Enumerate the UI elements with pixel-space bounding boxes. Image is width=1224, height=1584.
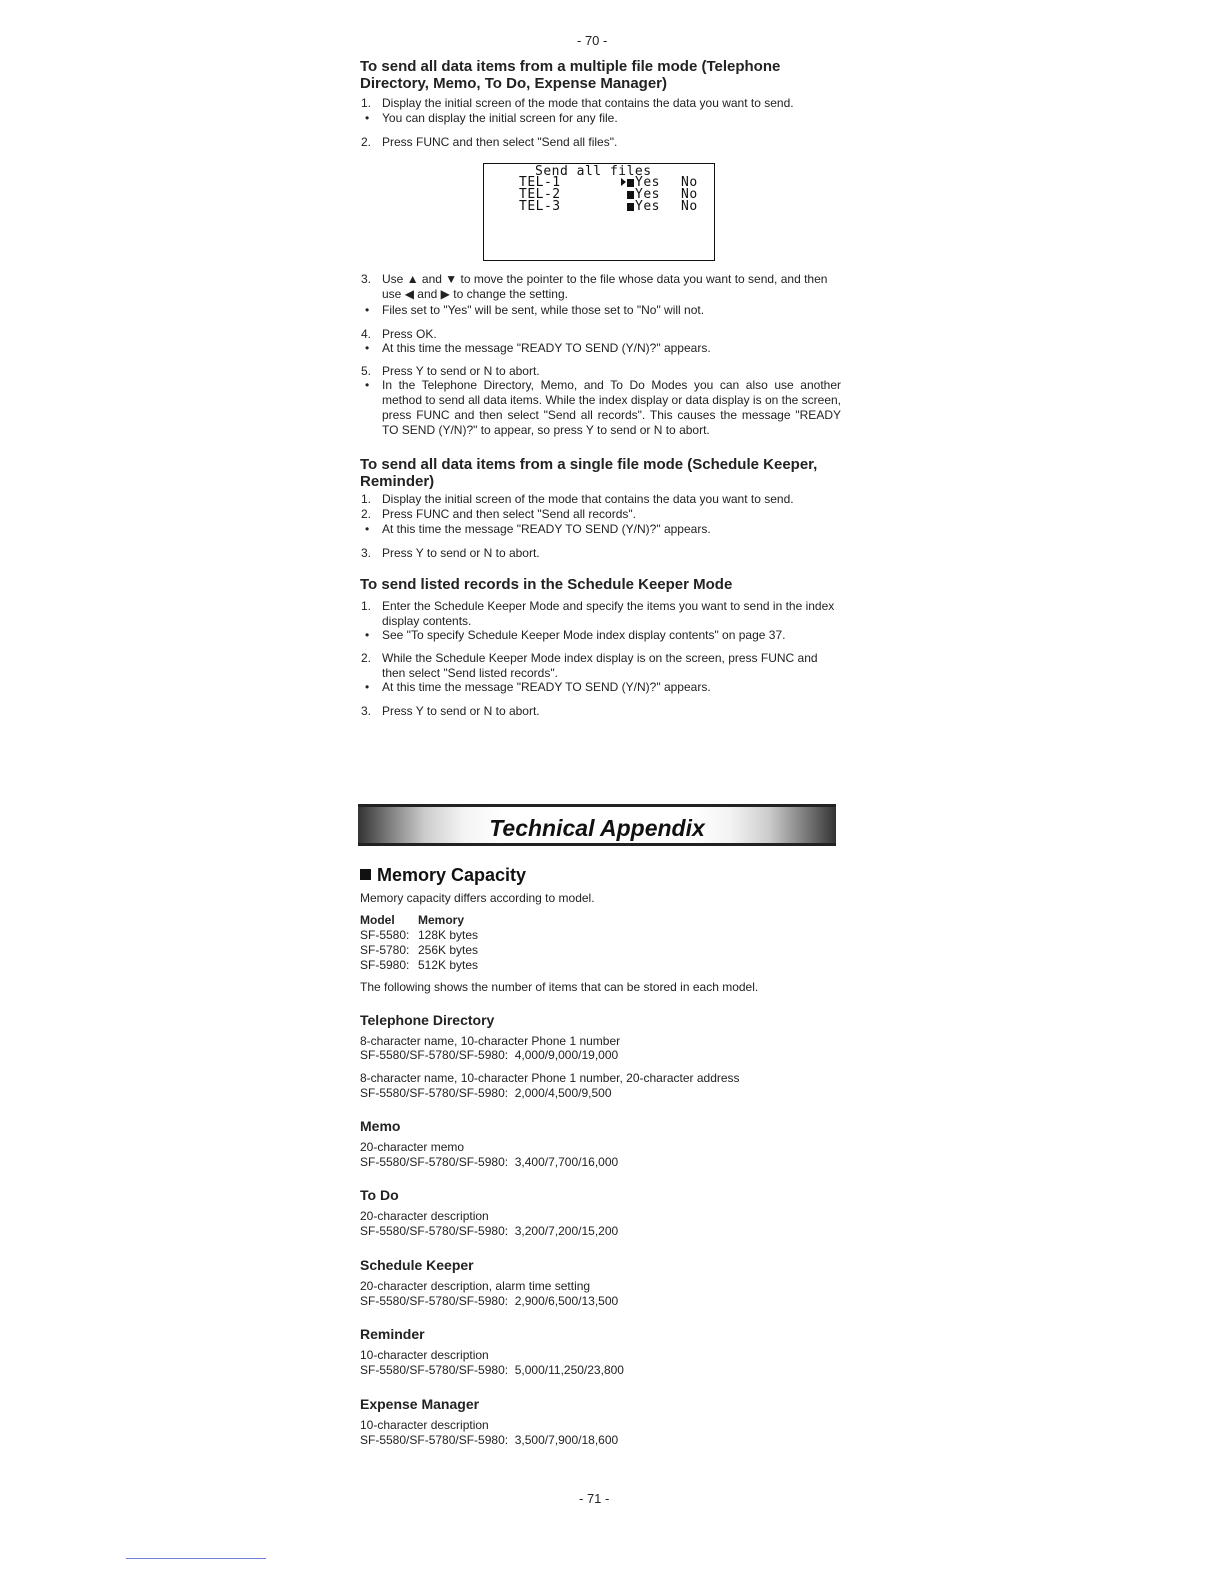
bullet-icon: • bbox=[365, 341, 370, 355]
bullet-note bbox=[361, 341, 841, 356]
step-text: Display the initial screen of the mode that contains the data you want to send. bbox=[382, 96, 794, 110]
step-2 bbox=[361, 507, 841, 522]
right-arrow-icon: ▶ bbox=[440, 287, 450, 301]
capacity-line: 10-character description bbox=[360, 1418, 489, 1432]
lcd-row-no: No bbox=[681, 175, 698, 190]
capacity-line: 20-character description bbox=[360, 1209, 489, 1223]
table-header-memory: Memory bbox=[418, 913, 465, 927]
lcd-row-yes bbox=[627, 201, 660, 213]
heading-single-file-mode: To send all data items from a single file mode (Schedule Keeper, Reminder) bbox=[360, 456, 818, 490]
table-header bbox=[360, 913, 478, 928]
bullet-icon: • bbox=[365, 303, 370, 317]
bullet-note bbox=[361, 378, 841, 438]
memory-table bbox=[360, 913, 478, 973]
capacity-line: SF-5580/SF-5780/SF-5980: 2,900/6,500/13,500 bbox=[360, 1294, 619, 1308]
capacity-line: SF-5580/SF-5780/SF-5980: 4,000/9,000/19,000 bbox=[360, 1048, 619, 1062]
table-cell-model: SF-5780: bbox=[360, 943, 410, 957]
selected-marker-icon bbox=[627, 191, 634, 199]
lcd-title: Send all files bbox=[535, 164, 652, 179]
square-bullet-icon bbox=[360, 869, 371, 880]
pointer-icon bbox=[621, 178, 626, 186]
section-title-expense-manager: Expense Manager bbox=[360, 1396, 480, 1412]
table-row bbox=[360, 928, 478, 943]
step-number: 4. bbox=[361, 327, 372, 341]
step-text: Press FUNC and then select "Send all records". bbox=[382, 507, 636, 521]
bullet-text: At this time the message "READY TO SEND (Y/N)?" appears. bbox=[382, 341, 711, 355]
technical-appendix-banner bbox=[358, 804, 836, 846]
up-arrow-icon: ▲ bbox=[406, 272, 419, 286]
step-text: Press Y to send or N to abort. bbox=[382, 704, 540, 718]
step-number: 3. bbox=[361, 546, 372, 560]
capacity-line: SF-5580/SF-5780/SF-5980: 3,200/7,200/15,200 bbox=[360, 1224, 619, 1238]
table-cell-model: SF-5580: bbox=[360, 928, 410, 942]
lcd-yes-label: Yes bbox=[635, 199, 660, 214]
capacity-line: SF-5580/SF-5780/SF-5980: 5,000/11,250/23,800 bbox=[360, 1363, 624, 1377]
step-4 bbox=[361, 327, 841, 342]
step-number: 1. bbox=[361, 492, 372, 506]
left-arrow-icon: ◀ bbox=[404, 287, 414, 301]
table-cell-model: SF-5980: bbox=[360, 958, 410, 972]
heading-multiple-file-mode: To send all data items from a multiple file mode (Telephone Directory, Memo, To Do, Expense Manager) bbox=[360, 58, 781, 92]
step-number: 2. bbox=[361, 135, 372, 149]
bullet-icon: • bbox=[365, 111, 370, 125]
capacity-line: 20-character description, alarm time setting bbox=[360, 1279, 591, 1293]
capacity-line: 8-character name, 10-character Phone 1 number, 20-character address bbox=[360, 1071, 740, 1085]
step-3 bbox=[361, 272, 841, 302]
table-cell-memory: 128K bytes bbox=[418, 928, 479, 942]
capacity-line: SF-5580/SF-5780/SF-5980: 3,500/7,900/18,600 bbox=[360, 1433, 619, 1447]
step-1 bbox=[361, 599, 841, 629]
step-text: Enter the Schedule Keeper Mode and specify the items you want to send in the index display contents. bbox=[382, 599, 835, 628]
lcd-row-no: No bbox=[681, 187, 698, 202]
lcd-yes-label: Yes bbox=[635, 187, 660, 202]
capacity-line: 8-character name, 10-character Phone 1 number bbox=[360, 1034, 621, 1048]
step-text: While the Schedule Keeper Mode index display is on the screen, press FUNC and then select "Send listed records". bbox=[382, 651, 818, 680]
step-text: Press Y to send or N to abort. bbox=[382, 364, 540, 378]
section-title-reminder: Reminder bbox=[360, 1326, 425, 1342]
step-number: 2. bbox=[361, 651, 372, 665]
selected-marker-icon bbox=[627, 179, 634, 187]
step-text: Press OK. bbox=[382, 327, 437, 341]
step-number: 1. bbox=[361, 599, 372, 613]
section-title-memo: Memo bbox=[360, 1118, 401, 1134]
capacity-following-text: The following shows the number of items that can be stored in each model. bbox=[360, 980, 759, 994]
step-text: to move the pointer to the file whose data you want to send, and then use bbox=[382, 272, 828, 301]
bullet-note bbox=[361, 111, 841, 126]
page-number-bottom: - 71 - bbox=[579, 1491, 610, 1506]
memory-capacity-intro: Memory capacity differs according to model. bbox=[360, 891, 595, 905]
bullet-text: See "To specify Schedule Keeper Mode index display contents" on page 37. bbox=[382, 628, 786, 642]
heading-send-listed-records: To send listed records in the Schedule Keeper Mode bbox=[360, 576, 733, 593]
table-row bbox=[360, 943, 478, 958]
step-1 bbox=[361, 96, 841, 111]
page-number-top: - 70 - bbox=[577, 33, 608, 48]
step-text: Press Y to send or N to abort. bbox=[382, 546, 540, 560]
step-2 bbox=[361, 135, 841, 150]
lcd-row-name: TEL-1 bbox=[519, 175, 561, 190]
bullet-note bbox=[361, 680, 841, 695]
section-title-schedule-keeper: Schedule Keeper bbox=[360, 1257, 474, 1273]
step-3 bbox=[361, 704, 841, 719]
step-text: and bbox=[421, 272, 442, 286]
lcd-row-name: TEL-3 bbox=[519, 199, 561, 214]
footer-divider bbox=[126, 1558, 266, 1559]
memory-capacity-heading bbox=[360, 865, 526, 886]
capacity-line: SF-5580/SF-5780/SF-5980: 3,400/7,700/16,000 bbox=[360, 1155, 619, 1169]
step-5 bbox=[361, 364, 841, 379]
bullet-icon: • bbox=[365, 680, 370, 694]
down-arrow-icon: ▼ bbox=[445, 272, 458, 286]
section-title-to-do: To Do bbox=[360, 1187, 399, 1203]
bullet-text: At this time the message "READY TO SEND (Y/N)?" appears. bbox=[382, 680, 711, 694]
step-text: Press FUNC and then select "Send all files". bbox=[382, 135, 618, 149]
step-2 bbox=[361, 651, 841, 681]
selected-marker-icon bbox=[627, 203, 634, 211]
step-3 bbox=[361, 546, 841, 561]
bullet-note bbox=[361, 522, 841, 537]
step-text: Use bbox=[382, 272, 404, 286]
table-cell-memory: 256K bytes bbox=[418, 943, 479, 957]
bullet-icon: • bbox=[365, 522, 370, 536]
bullet-icon: • bbox=[365, 378, 370, 392]
table-row bbox=[360, 958, 478, 973]
bullet-icon: • bbox=[365, 628, 370, 642]
banner-title: Technical Appendix bbox=[489, 815, 705, 841]
bullet-note bbox=[361, 303, 841, 318]
bullet-text: Files set to "Yes" will be sent, while those set to "No" will not. bbox=[382, 303, 705, 317]
step-text: to change the setting. bbox=[453, 287, 568, 301]
table-header-model: Model bbox=[360, 913, 395, 927]
step-number: 5. bbox=[361, 364, 372, 378]
step-1 bbox=[361, 492, 841, 507]
lcd-row-name: TEL-2 bbox=[519, 187, 561, 202]
step-number: 3. bbox=[361, 704, 372, 718]
capacity-line: 20-character memo bbox=[360, 1140, 465, 1154]
table-cell-memory: 512K bytes bbox=[418, 958, 479, 972]
section-title-telephone-directory: Telephone Directory bbox=[360, 1012, 495, 1028]
bullet-text: You can display the initial screen for any file. bbox=[382, 111, 618, 125]
memory-capacity-title: Memory Capacity bbox=[377, 865, 527, 885]
step-number: 1. bbox=[361, 96, 372, 110]
bullet-note bbox=[361, 628, 841, 643]
capacity-line: SF-5580/SF-5780/SF-5980: 2,000/4,500/9,500 bbox=[360, 1086, 612, 1100]
bullet-text: In the Telephone Directory, Memo, and To Do Modes you can also use another method to send all data items. While the index display or data display is on the screen, press FUNC and then select "Send all records". This causes the message "READY TO SEND (Y/N)?" to appear, so press Y to send or N to abort. bbox=[382, 378, 841, 437]
step-text: Display the initial screen of the mode that contains the data you want to send. bbox=[382, 492, 794, 506]
bullet-text: At this time the message "READY TO SEND (Y/N)?" appears. bbox=[382, 522, 711, 536]
step-number: 2. bbox=[361, 507, 372, 521]
step-text: and bbox=[417, 287, 438, 301]
capacity-line: 10-character description bbox=[360, 1348, 489, 1362]
lcd-row-no: No bbox=[681, 199, 698, 214]
step-number: 3. bbox=[361, 272, 372, 286]
lcd-yes-label: Yes bbox=[635, 175, 660, 190]
lcd-screen-send-all-files bbox=[483, 163, 715, 261]
